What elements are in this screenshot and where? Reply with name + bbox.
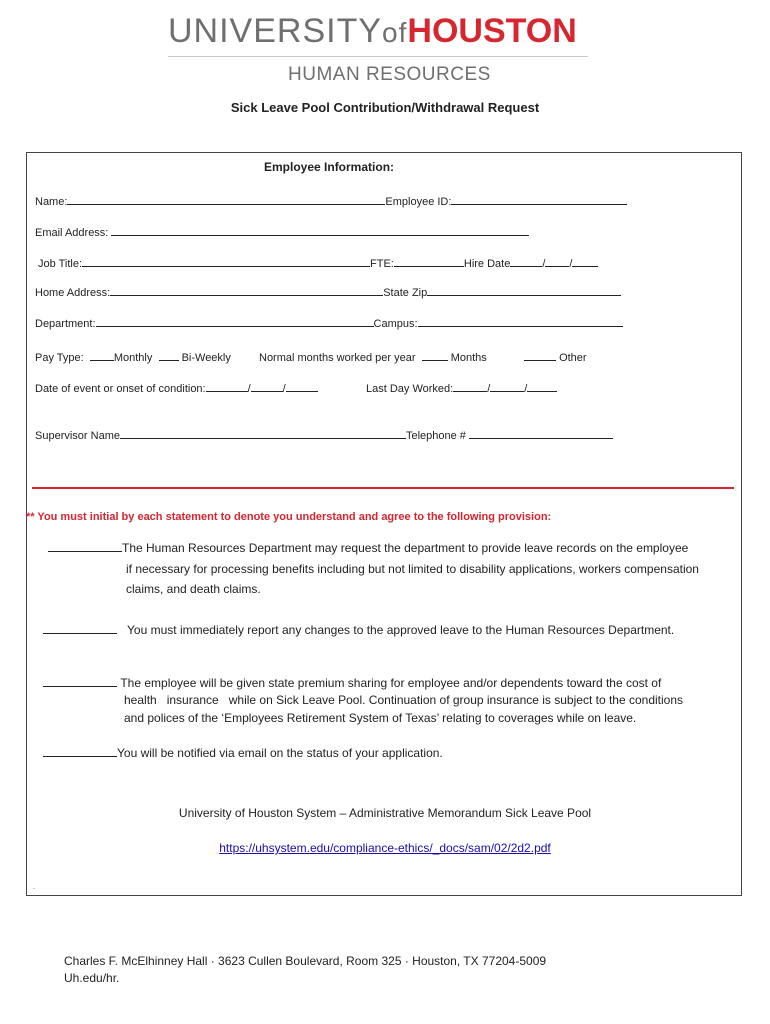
email-line[interactable] <box>111 223 529 236</box>
statement-1-line-3: claims, and death claims. <box>126 582 261 596</box>
fte-label: FTE: <box>370 258 394 270</box>
statement-3-initial-line[interactable] <box>43 674 117 687</box>
stray-dot: . <box>33 882 36 891</box>
last-day-worked-label: Last Day Worked: <box>366 383 454 395</box>
home-address-field[interactable] <box>35 283 621 299</box>
statement-1-line-1: The Human Resources Department may request the department to provide leave records on the employee <box>122 541 689 555</box>
email-field[interactable] <box>35 223 529 239</box>
pay-type-label: Pay Type: <box>35 352 84 364</box>
statement-4-initial-line[interactable] <box>43 744 117 757</box>
hire-date-month-line[interactable] <box>510 254 542 267</box>
memo-link[interactable]: https://uhsystem.edu/compliance-ethics/_docs/sam/02/2d2.pdf <box>219 841 551 855</box>
normal-months-field[interactable] <box>259 348 487 364</box>
months-label: Months <box>450 352 487 364</box>
section-title-employee-information: Employee Information: <box>264 160 395 174</box>
footer-web: Uh.edu/hr. <box>64 971 120 985</box>
logo-divider <box>168 56 588 57</box>
hire-date-year-line[interactable] <box>572 254 598 267</box>
last-day-worked-field[interactable]: Last Day Worked: / / <box>366 379 557 395</box>
email-label: Email Address: <box>35 227 109 239</box>
employee-id-line[interactable] <box>451 192 627 205</box>
campus-line[interactable] <box>418 314 623 327</box>
supervisor-name-line[interactable] <box>120 426 406 439</box>
fte-line[interactable] <box>394 254 464 267</box>
other-line[interactable] <box>524 348 556 361</box>
other-label: Other <box>559 352 587 364</box>
logo-of-text: of <box>382 17 408 48</box>
university-logo <box>168 12 577 51</box>
normal-months-label: Normal months worked per year <box>259 352 416 364</box>
statement-2-initial-line[interactable] <box>43 621 117 634</box>
statement-2 <box>43 620 674 640</box>
hire-date-label: Hire Date <box>463 258 511 270</box>
logo-university-text: UNIVERSITY <box>168 12 383 50</box>
department-label: Department: <box>35 318 96 330</box>
pay-type-field[interactable] <box>35 348 231 364</box>
event-year-line[interactable] <box>286 379 318 392</box>
logo-houston-text: HOUSTON <box>407 12 577 50</box>
monthly-label: Monthly <box>113 352 153 364</box>
date-of-event-field[interactable]: Date of event or onset of condition: / / <box>35 379 318 395</box>
job-title-label: Job Title: <box>38 258 83 270</box>
logo-department-text: HUMAN RESOURCES <box>288 64 491 85</box>
red-divider <box>32 487 734 489</box>
footer-address: Charles F. McElhinney Hall · 3623 Cullen Boulevard, Room 325 · Houston, TX 77204-5009 <box>64 954 547 968</box>
statement-1-line-2: if necessary for processing benefits including but not limited to disability applications, workers compensation <box>126 562 699 576</box>
other-field[interactable] <box>524 348 587 364</box>
biweekly-label: Bi-Weekly <box>181 352 231 364</box>
statement-2-line-1: You must immediately report any changes to the approved leave to the Human Resources Department. <box>127 623 675 637</box>
name-label: Name: <box>35 196 68 208</box>
department-field[interactable] <box>35 314 623 330</box>
last-day-year-line[interactable] <box>527 379 557 392</box>
statement-3-line-1: The employee will be given state premium sharing for employee and/or dependents toward the cost of <box>120 676 662 690</box>
statement-1 <box>48 538 688 558</box>
last-day-day-line[interactable] <box>490 379 524 392</box>
supervisor-name-label: Supervisor Name <box>35 430 120 442</box>
job-title-field[interactable]: Job Title: FTE: Hire Date / / <box>38 254 598 270</box>
supervisor-field[interactable] <box>35 426 613 442</box>
memo-text: University of Houston System – Administrative Memorandum Sick Leave Pool <box>178 806 592 820</box>
telephone-line[interactable] <box>469 426 613 439</box>
event-month-line[interactable] <box>206 379 248 392</box>
form-title: Sick Leave Pool Contribution/Withdrawal Request <box>230 100 540 115</box>
statement-3-line-3: and polices of the ‘Employees Retirement System of Texas’ relating to coverages while on leave. <box>124 711 637 725</box>
statement-1-initial-line[interactable] <box>48 539 122 552</box>
state-zip-line[interactable] <box>427 283 621 296</box>
statement-4-line-1: You will be notified via email on the status of your application. <box>117 746 443 760</box>
name-field[interactable] <box>35 192 627 208</box>
home-address-line[interactable] <box>110 283 383 296</box>
state-zip-label: State Zip <box>383 287 428 299</box>
job-title-line[interactable] <box>82 254 370 267</box>
statement-3-line-2: health insurance while on Sick Leave Pool. Continuation of group insurance is subject to the conditions <box>124 693 684 707</box>
department-line[interactable] <box>96 314 374 327</box>
monthly-line[interactable] <box>90 348 114 361</box>
hire-date-day-line[interactable] <box>545 254 569 267</box>
months-line[interactable] <box>422 348 448 361</box>
date-of-event-label: Date of event or onset of condition: <box>35 383 206 395</box>
employee-id-label: Employee ID: <box>385 196 452 208</box>
initial-notice: ** You must initial by each statement to denote you understand and agree to the following provision: <box>26 511 552 523</box>
telephone-label: Telephone # <box>405 430 466 442</box>
biweekly-line[interactable] <box>159 348 179 361</box>
last-day-month-line[interactable] <box>453 379 487 392</box>
statement-4 <box>43 743 443 763</box>
name-line[interactable] <box>67 192 385 205</box>
event-day-line[interactable] <box>251 379 283 392</box>
campus-label: Campus: <box>373 318 418 330</box>
home-address-label: Home Address: <box>35 287 111 299</box>
